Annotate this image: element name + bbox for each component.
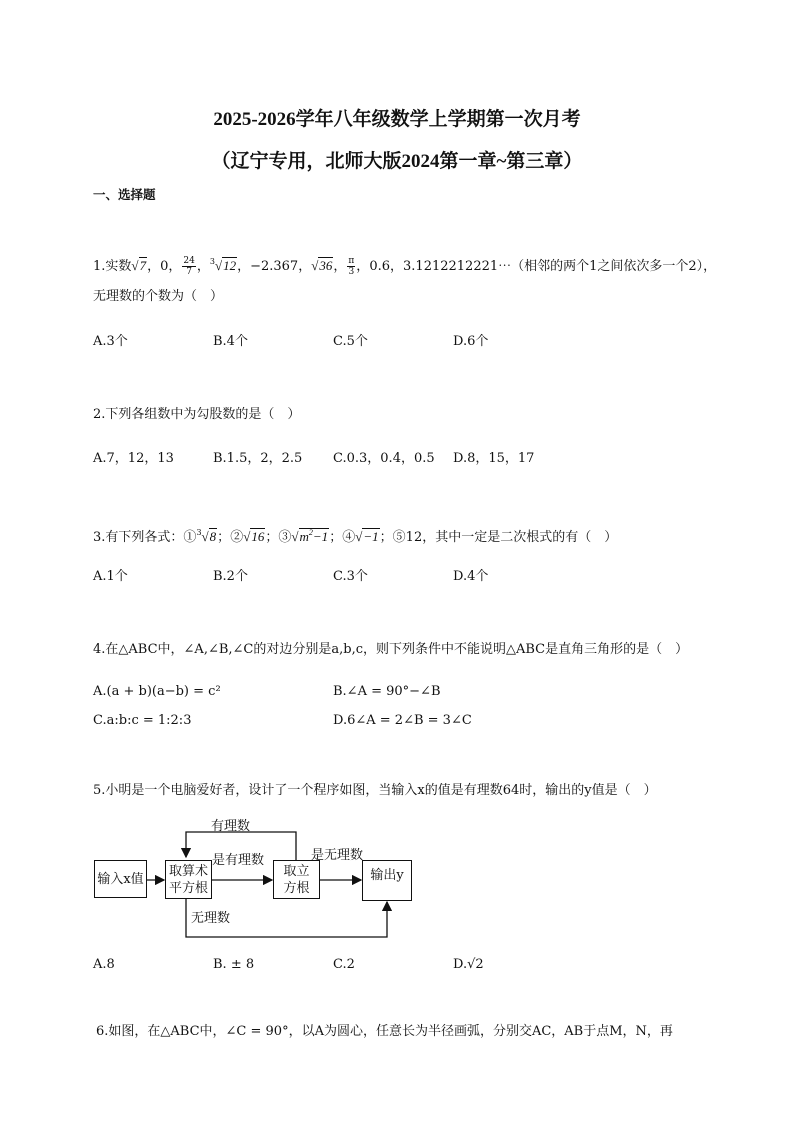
option-a[interactable]: A.(a + b)(a−b) = c² bbox=[93, 684, 221, 699]
option-b[interactable]: B.1.5，2，2.5 bbox=[213, 451, 303, 466]
math-cbrt: 12 bbox=[223, 258, 237, 273]
flow-label-is-irrational: 是无理数 bbox=[311, 848, 364, 863]
option-a[interactable]: A.3个 bbox=[93, 334, 128, 349]
question-6-stem: 6.如图，在△ABC中，∠C = 90°，以A为圆心，任意长为半径画弧，分别交AC，AB于点M，N，再 bbox=[96, 1024, 673, 1039]
option-d[interactable]: D.√2 bbox=[453, 957, 484, 972]
flow-input-box: 输入x值 bbox=[94, 860, 147, 898]
question-4-stem: 4.在△ABC中，∠A,∠B,∠C的对边分别是a,b,c，则下列条件中不能说明△ABC是直角三角形的是（ ） bbox=[93, 642, 689, 657]
flow-sqrt-box: 取算术 平方根 bbox=[165, 860, 212, 899]
option-a[interactable]: A.1个 bbox=[93, 569, 128, 584]
option-a[interactable]: A.7，12，13 bbox=[93, 451, 174, 466]
option-b[interactable]: B.∠A = 90°−∠B bbox=[333, 684, 441, 699]
section-heading: 一、选择题 bbox=[93, 187, 156, 202]
option-c[interactable]: C.a:b:c = 1:2:3 bbox=[93, 713, 192, 728]
option-c[interactable]: C.2 bbox=[333, 957, 355, 972]
option-d[interactable]: D.4个 bbox=[453, 569, 489, 584]
page-subtitle: （辽宁专用，北师大版2024第一章~第三章） bbox=[211, 151, 583, 172]
option-d[interactable]: D.6∠A = 2∠B = 3∠C bbox=[333, 713, 472, 728]
question-1-stem-line2: 无理数的个数为（ ） bbox=[93, 289, 224, 304]
math-fraction: $\frac{24}{7}$ bbox=[183, 256, 195, 277]
question-3-stem: 3.有下列各式：①$^3$√8；②√16；$③√m^2-1$；④√−1；⑤12，其中一定是二次根式的有（ ） bbox=[93, 528, 618, 545]
question-2-stem: 2.下列各组数中为勾股数的是（ ） bbox=[93, 407, 301, 422]
option-d[interactable]: D.8，15，17 bbox=[453, 451, 535, 466]
page-title: 2025-2026学年八年级数学上学期第一次月考 bbox=[213, 109, 581, 130]
option-b[interactable]: B. ± 8 bbox=[213, 957, 255, 972]
option-a[interactable]: A.8 bbox=[93, 957, 115, 972]
question-number: 1. bbox=[93, 259, 106, 274]
flow-label-rational-loop: 有理数 bbox=[211, 819, 251, 834]
math-sqrt: 7 bbox=[139, 258, 147, 273]
option-b[interactable]: B.4个 bbox=[213, 334, 248, 349]
flow-cbrt-box: 取立 方根 bbox=[273, 860, 320, 899]
option-b[interactable]: B.2个 bbox=[213, 569, 248, 584]
option-c[interactable]: C.0.3，0.4，0.5 bbox=[333, 451, 435, 466]
flow-output-box: 输出y bbox=[362, 860, 412, 901]
flow-label-irrational: 无理数 bbox=[191, 911, 231, 926]
question-1-stem: 1.实数√7，0， $\frac{24}{7}$ ，$^3$√12，−2.367，√36， $\frac{\pi}{3}$ ，0.6，3.1212212221⋯（相邻的两个1之间依次多一个2）， bbox=[93, 256, 717, 277]
math-fraction: $\frac{\pi}{3}$ bbox=[348, 256, 355, 277]
question-5-stem: 5.小明是一个电脑爱好者，设计了一个程序如图，当输入x的值是有理数64时，输出的y值是（ ） bbox=[93, 783, 657, 798]
option-c[interactable]: C.3个 bbox=[333, 569, 368, 584]
option-c[interactable]: C.5个 bbox=[333, 334, 368, 349]
flow-label-is-rational: 是有理数 bbox=[212, 853, 265, 868]
option-d[interactable]: D.6个 bbox=[453, 334, 489, 349]
